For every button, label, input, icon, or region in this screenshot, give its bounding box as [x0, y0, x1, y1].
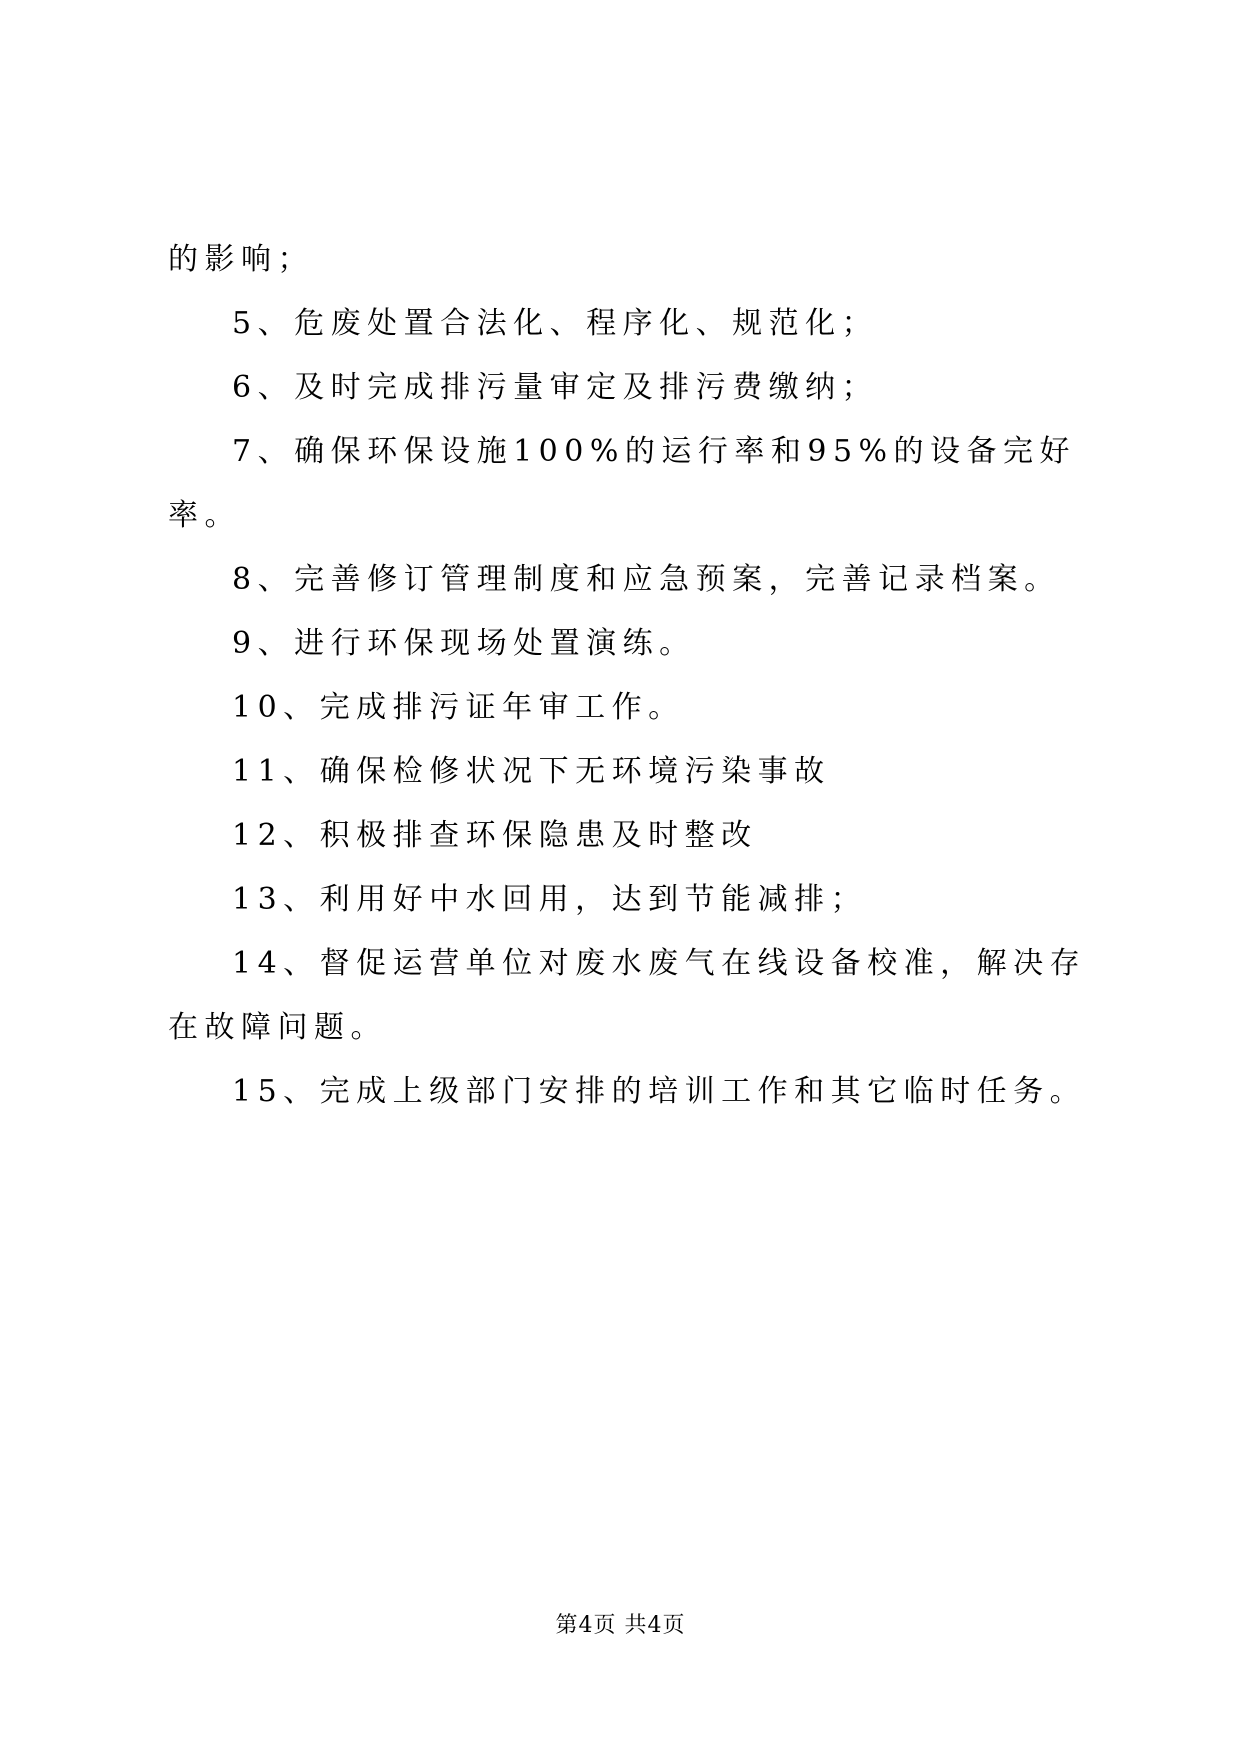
paragraph-continuation: 的影响；	[168, 242, 314, 277]
page-number-footer: 第4页 共4页	[555, 1613, 686, 1638]
paragraph-item-12: 12、积极排查环保隐患及时整改	[232, 818, 758, 853]
paragraph-item-13: 13、利用好中水回用，达到节能减排；	[232, 882, 868, 917]
paragraph-item-7: 7、确保环保设施100%的运行率和95%的设备完好率。	[168, 434, 1077, 533]
paragraph-item-11: 11、确保检修状况下无环境污染事故	[232, 754, 831, 789]
paragraph-item-9: 9、进行环保现场处置演练。	[232, 626, 696, 661]
paragraph-item-6: 6、及时完成排污量审定及排污费缴纳；	[232, 370, 879, 405]
paragraph-item-15: 15、完成上级部门安排的培训工作和其它临时任务。	[232, 1074, 1087, 1109]
paragraph-item-5: 5、危废处置合法化、程序化、规范化；	[232, 306, 879, 341]
paragraph-item-14: 14、督促运营单位对废水废气在线设备校准，解决存在故障问题。	[168, 946, 1087, 1045]
paragraph-item-10: 10、完成排污证年审工作。	[232, 690, 685, 725]
document-body	[168, 228, 1098, 1124]
paragraph-item-8: 8、完善修订管理制度和应急预案，完善记录档案。	[232, 562, 1061, 597]
